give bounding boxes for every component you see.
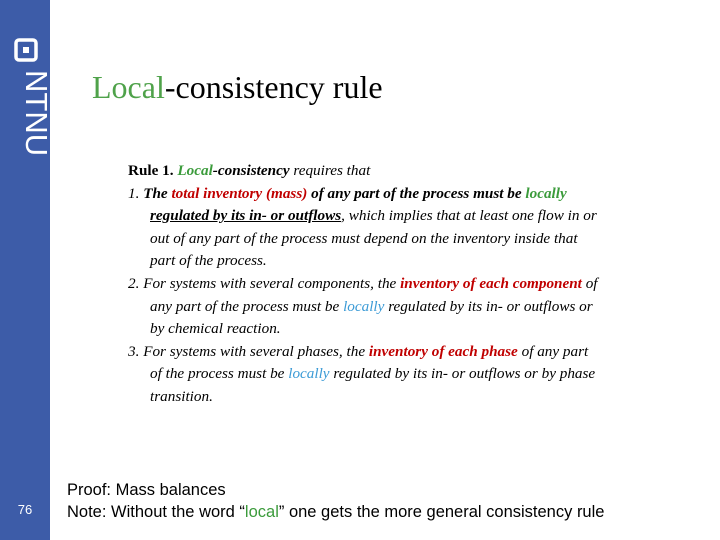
item1-line4: part of the process. [150, 252, 267, 270]
footer-note-end: ” one gets the more general consistency rule [278, 502, 605, 521]
item2-highlight: inventory of each component [400, 274, 582, 292]
title-local: Local [92, 69, 165, 105]
rule-heading-rest: requires that [289, 162, 371, 179]
rule-heading [128, 160, 688, 183]
item1-locally: locally [525, 184, 567, 202]
slide-title [92, 69, 383, 106]
rule-label: Rule 1. [128, 162, 174, 179]
footer-note [67, 502, 604, 524]
rule-consistency: -consistency [212, 162, 290, 179]
footer-note-start: Note: Without the word “ [67, 502, 245, 521]
item1-total-inventory: total inventory (mass) [171, 184, 308, 202]
item3-start: 3. For systems with several phases, the [128, 342, 369, 360]
item3-locally: locally [288, 365, 330, 383]
item3-line2-rest: regulated by its in- or outflows or by phase [329, 365, 596, 383]
item3-line2-start: of the process must be [150, 365, 289, 383]
item2-line1-rest: of [581, 274, 598, 292]
item3-line1 [128, 341, 688, 364]
ntnu-logo [6, 38, 54, 178]
svg-text:NTNU: NTNU [19, 70, 54, 157]
item3-line3: transition. [150, 387, 213, 405]
item1-line1 [128, 183, 688, 206]
footer-note-local: local [244, 502, 279, 521]
item3-line1-rest: of any part [517, 342, 589, 360]
rule-local: Local [177, 162, 213, 179]
item1-regulated: regulated by its in- or outflows [150, 207, 342, 225]
item3-highlight: inventory of each phase [368, 342, 518, 360]
item1-line2 [128, 205, 688, 228]
title-rest: -consistency rule [164, 69, 383, 105]
item2-locally: locally [343, 297, 385, 315]
item2-line1 [128, 273, 688, 296]
item3-line2 [128, 363, 688, 386]
footer-notes [67, 480, 604, 523]
item2-line2-start: any part of the process must be [150, 297, 344, 315]
item2-line2 [128, 296, 688, 319]
page-number: 76 [17, 502, 33, 517]
item1-line2-rest: , which implies that at least one flow in or [341, 207, 597, 225]
rule-block [128, 160, 688, 409]
item1-of-any-part: of any part of the process must be [307, 184, 526, 202]
item2-line2-rest: regulated by its in- or outflows or [384, 297, 593, 315]
item2-line3: by chemical reaction. [150, 320, 281, 338]
item1-the: The [139, 184, 172, 202]
footer-proof: Proof: Mass balances [67, 481, 226, 499]
item1-line3: out of any part of the process must depend on the inventory inside that [150, 229, 578, 247]
sidebar [0, 0, 54, 540]
item1-number: 1. [128, 184, 140, 202]
item2-start: 2. For systems with several components, the [128, 274, 401, 292]
